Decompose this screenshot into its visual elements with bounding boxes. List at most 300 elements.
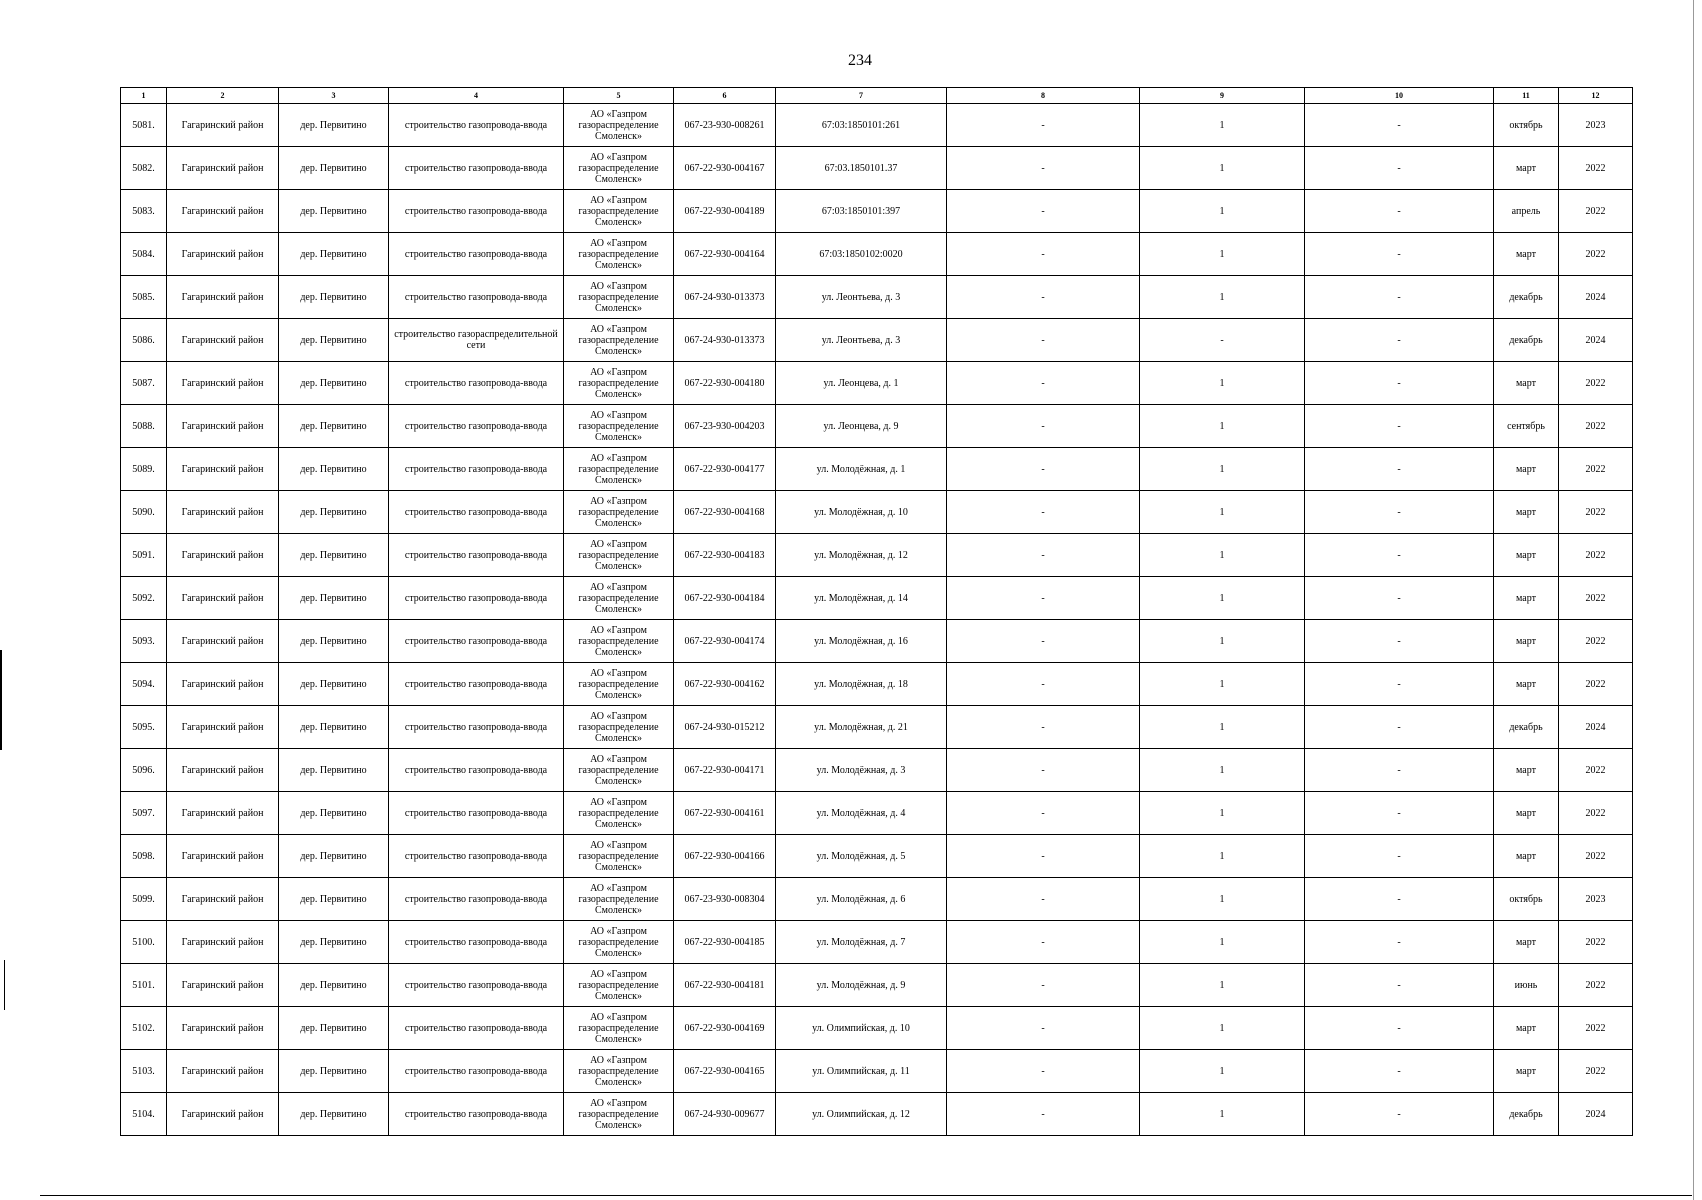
- column-10-cell: -: [1305, 1050, 1494, 1093]
- registration-code-cell: 067-24-930-013373: [674, 276, 776, 319]
- column-8-cell: -: [947, 319, 1140, 362]
- row-number-cell: 5085.: [121, 276, 167, 319]
- address-cell: ул. Молодёжная, д. 10: [776, 491, 947, 534]
- column-9-cell: -: [1140, 319, 1305, 362]
- table-row: [121, 749, 1633, 792]
- table-row: [121, 1093, 1633, 1136]
- month-cell: март: [1494, 1050, 1559, 1093]
- table-row: [121, 190, 1633, 233]
- month-cell: март: [1494, 835, 1559, 878]
- operator-cell: АО «Газпром газораспределение Смоленск»: [564, 147, 674, 190]
- address-cell: ул. Молодёжная, д. 9: [776, 964, 947, 1007]
- column-10-cell: -: [1305, 964, 1494, 1007]
- row-number-cell: 5092.: [121, 577, 167, 620]
- column-8-cell: -: [947, 1093, 1140, 1136]
- column-header: 1: [121, 88, 167, 104]
- work-type-cell: строительство газопровода-ввода: [389, 147, 564, 190]
- registration-code-cell: 067-22-930-004189: [674, 190, 776, 233]
- district-cell: Гагаринский район: [167, 534, 279, 577]
- column-header: 3: [279, 88, 389, 104]
- column-10-cell: -: [1305, 190, 1494, 233]
- column-9-cell: 1: [1140, 534, 1305, 577]
- column-8-cell: -: [947, 276, 1140, 319]
- work-type-cell: строительство газопровода-ввода: [389, 792, 564, 835]
- operator-cell: АО «Газпром газораспределение Смоленск»: [564, 276, 674, 319]
- settlement-cell: дер. Первитино: [279, 190, 389, 233]
- table-row: [121, 534, 1633, 577]
- work-type-cell: строительство газопровода-ввода: [389, 1093, 564, 1136]
- year-cell: 2022: [1559, 147, 1633, 190]
- column-8-cell: -: [947, 1050, 1140, 1093]
- settlement-cell: дер. Первитино: [279, 405, 389, 448]
- registration-code-cell: 067-22-930-004169: [674, 1007, 776, 1050]
- settlement-cell: дер. Первитино: [279, 663, 389, 706]
- row-number-cell: 5081.: [121, 104, 167, 147]
- registration-code-cell: 067-22-930-004167: [674, 147, 776, 190]
- work-type-cell: строительство газопровода-ввода: [389, 276, 564, 319]
- column-8-cell: -: [947, 233, 1140, 276]
- year-cell: 2022: [1559, 190, 1633, 233]
- work-type-cell: строительство газопровода-ввода: [389, 878, 564, 921]
- work-type-cell: строительство газопровода-ввода: [389, 1007, 564, 1050]
- work-type-cell: строительство газопровода-ввода: [389, 190, 564, 233]
- row-number-cell: 5097.: [121, 792, 167, 835]
- table-row: [121, 1050, 1633, 1093]
- registration-code-cell: 067-22-930-004166: [674, 835, 776, 878]
- year-cell: 2024: [1559, 706, 1633, 749]
- month-cell: март: [1494, 491, 1559, 534]
- row-number-cell: 5101.: [121, 964, 167, 1007]
- district-cell: Гагаринский район: [167, 233, 279, 276]
- work-type-cell: строительство газопровода-ввода: [389, 104, 564, 147]
- work-type-cell: строительство газопровода-ввода: [389, 620, 564, 663]
- column-10-cell: -: [1305, 448, 1494, 491]
- district-cell: Гагаринский район: [167, 1007, 279, 1050]
- scan-mark: [4, 960, 7, 1010]
- address-cell: ул. Молодёжная, д. 18: [776, 663, 947, 706]
- year-cell: 2022: [1559, 448, 1633, 491]
- operator-cell: АО «Газпром газораспределение Смоленск»: [564, 706, 674, 749]
- operator-cell: АО «Газпром газораспределение Смоленск»: [564, 405, 674, 448]
- district-cell: Гагаринский район: [167, 921, 279, 964]
- column-10-cell: -: [1305, 577, 1494, 620]
- operator-cell: АО «Газпром газораспределение Смоленск»: [564, 663, 674, 706]
- row-number-cell: 5104.: [121, 1093, 167, 1136]
- operator-cell: АО «Газпром газораспределение Смоленск»: [564, 448, 674, 491]
- district-cell: Гагаринский район: [167, 663, 279, 706]
- column-9-cell: 1: [1140, 792, 1305, 835]
- settlement-cell: дер. Первитино: [279, 620, 389, 663]
- table-row: [121, 663, 1633, 706]
- column-8-cell: -: [947, 190, 1140, 233]
- operator-cell: АО «Газпром газораспределение Смоленск»: [564, 190, 674, 233]
- column-header: 2: [167, 88, 279, 104]
- table-row: [121, 1007, 1633, 1050]
- year-cell: 2022: [1559, 749, 1633, 792]
- row-number-cell: 5096.: [121, 749, 167, 792]
- column-10-cell: -: [1305, 491, 1494, 534]
- month-cell: март: [1494, 362, 1559, 405]
- row-number-cell: 5100.: [121, 921, 167, 964]
- table-row: [121, 921, 1633, 964]
- column-10-cell: -: [1305, 534, 1494, 577]
- year-cell: 2022: [1559, 1007, 1633, 1050]
- column-header: 12: [1559, 88, 1633, 104]
- table-row: [121, 362, 1633, 405]
- month-cell: сентябрь: [1494, 405, 1559, 448]
- table-row: [121, 405, 1633, 448]
- address-cell: ул. Молодёжная, д. 6: [776, 878, 947, 921]
- settlement-cell: дер. Первитино: [279, 491, 389, 534]
- column-8-cell: -: [947, 577, 1140, 620]
- operator-cell: АО «Газпром газораспределение Смоленск»: [564, 1007, 674, 1050]
- column-9-cell: 1: [1140, 104, 1305, 147]
- district-cell: Гагаринский район: [167, 1093, 279, 1136]
- column-9-cell: 1: [1140, 577, 1305, 620]
- district-cell: Гагаринский район: [167, 319, 279, 362]
- operator-cell: АО «Газпром газораспределение Смоленск»: [564, 921, 674, 964]
- registration-code-cell: 067-22-930-004183: [674, 534, 776, 577]
- address-cell: ул. Молодёжная, д. 16: [776, 620, 947, 663]
- settlement-cell: дер. Первитино: [279, 964, 389, 1007]
- column-8-cell: -: [947, 749, 1140, 792]
- month-cell: март: [1494, 921, 1559, 964]
- operator-cell: АО «Газпром газораспределение Смоленск»: [564, 577, 674, 620]
- registration-code-cell: 067-23-930-008304: [674, 878, 776, 921]
- address-cell: ул. Молодёжная, д. 14: [776, 577, 947, 620]
- settlement-cell: дер. Первитино: [279, 835, 389, 878]
- work-type-cell: строительство газопровода-ввода: [389, 663, 564, 706]
- district-cell: Гагаринский район: [167, 362, 279, 405]
- row-number-cell: 5103.: [121, 1050, 167, 1093]
- work-type-cell: строительство газопровода-ввода: [389, 491, 564, 534]
- year-cell: 2022: [1559, 491, 1633, 534]
- address-cell: ул. Молодёжная, д. 21: [776, 706, 947, 749]
- address-cell: 67:03.1850101.37: [776, 147, 947, 190]
- table-row: [121, 835, 1633, 878]
- settlement-cell: дер. Первитино: [279, 448, 389, 491]
- column-10-cell: -: [1305, 1093, 1494, 1136]
- column-8-cell: -: [947, 792, 1140, 835]
- month-cell: март: [1494, 147, 1559, 190]
- row-number-cell: 5089.: [121, 448, 167, 491]
- column-8-cell: -: [947, 706, 1140, 749]
- table-row: [121, 491, 1633, 534]
- column-8-cell: -: [947, 147, 1140, 190]
- operator-cell: АО «Газпром газораспределение Смоленск»: [564, 534, 674, 577]
- column-9-cell: 1: [1140, 964, 1305, 1007]
- operator-cell: АО «Газпром газораспределение Смоленск»: [564, 1050, 674, 1093]
- column-8-cell: -: [947, 448, 1140, 491]
- column-9-cell: 1: [1140, 878, 1305, 921]
- row-number-cell: 5091.: [121, 534, 167, 577]
- column-header: 6: [674, 88, 776, 104]
- settlement-cell: дер. Первитино: [279, 147, 389, 190]
- address-cell: ул. Леонтьева, д. 3: [776, 319, 947, 362]
- year-cell: 2024: [1559, 319, 1633, 362]
- month-cell: март: [1494, 448, 1559, 491]
- settlement-cell: дер. Первитино: [279, 319, 389, 362]
- address-cell: 67:03:1850101:261: [776, 104, 947, 147]
- settlement-cell: дер. Первитино: [279, 104, 389, 147]
- column-10-cell: -: [1305, 921, 1494, 964]
- year-cell: 2022: [1559, 362, 1633, 405]
- district-cell: Гагаринский район: [167, 620, 279, 663]
- table-row: [121, 620, 1633, 663]
- address-cell: ул. Молодёжная, д. 7: [776, 921, 947, 964]
- registration-code-cell: 067-22-930-004185: [674, 921, 776, 964]
- registration-code-cell: 067-22-930-004164: [674, 233, 776, 276]
- month-cell: март: [1494, 620, 1559, 663]
- work-type-cell: строительство газопровода-ввода: [389, 964, 564, 1007]
- column-9-cell: 1: [1140, 448, 1305, 491]
- address-cell: ул. Молодёжная, д. 1: [776, 448, 947, 491]
- registration-code-cell: 067-23-930-008261: [674, 104, 776, 147]
- work-type-cell: строительство газопровода-ввода: [389, 362, 564, 405]
- row-number-cell: 5095.: [121, 706, 167, 749]
- work-type-cell: строительство газопровода-ввода: [389, 706, 564, 749]
- column-header: 5: [564, 88, 674, 104]
- work-type-cell: строительство газопровода-ввода: [389, 233, 564, 276]
- column-8-cell: -: [947, 104, 1140, 147]
- year-cell: 2024: [1559, 276, 1633, 319]
- row-number-cell: 5087.: [121, 362, 167, 405]
- settlement-cell: дер. Первитино: [279, 749, 389, 792]
- registration-code-cell: 067-24-930-013373: [674, 319, 776, 362]
- address-cell: ул. Леонцева, д. 1: [776, 362, 947, 405]
- operator-cell: АО «Газпром газораспределение Смоленск»: [564, 362, 674, 405]
- column-9-cell: 1: [1140, 663, 1305, 706]
- month-cell: апрель: [1494, 190, 1559, 233]
- address-cell: ул. Молодёжная, д. 4: [776, 792, 947, 835]
- column-9-cell: 1: [1140, 706, 1305, 749]
- work-type-cell: строительство газопровода-ввода: [389, 405, 564, 448]
- year-cell: 2022: [1559, 1050, 1633, 1093]
- settlement-cell: дер. Первитино: [279, 792, 389, 835]
- column-10-cell: -: [1305, 878, 1494, 921]
- column-header: 4: [389, 88, 564, 104]
- district-cell: Гагаринский район: [167, 577, 279, 620]
- settlement-cell: дер. Первитино: [279, 921, 389, 964]
- column-9-cell: 1: [1140, 620, 1305, 663]
- district-cell: Гагаринский район: [167, 835, 279, 878]
- year-cell: 2022: [1559, 534, 1633, 577]
- operator-cell: АО «Газпром газораспределение Смоленск»: [564, 749, 674, 792]
- operator-cell: АО «Газпром газораспределение Смоленск»: [564, 104, 674, 147]
- column-10-cell: -: [1305, 1007, 1494, 1050]
- page-edge: [1691, 0, 1694, 1200]
- settlement-cell: дер. Первитино: [279, 577, 389, 620]
- column-8-cell: -: [947, 964, 1140, 1007]
- month-cell: октябрь: [1494, 878, 1559, 921]
- address-cell: ул. Леонтьева, д. 3: [776, 276, 947, 319]
- column-10-cell: -: [1305, 104, 1494, 147]
- year-cell: 2023: [1559, 878, 1633, 921]
- registration-code-cell: 067-22-930-004180: [674, 362, 776, 405]
- district-cell: Гагаринский район: [167, 276, 279, 319]
- row-number-cell: 5099.: [121, 878, 167, 921]
- year-cell: 2024: [1559, 1093, 1633, 1136]
- settlement-cell: дер. Первитино: [279, 1093, 389, 1136]
- address-cell: ул. Олимпийская, д. 12: [776, 1093, 947, 1136]
- year-cell: 2023: [1559, 104, 1633, 147]
- column-header: 9: [1140, 88, 1305, 104]
- work-type-cell: строительство газопровода-ввода: [389, 749, 564, 792]
- settlement-cell: дер. Первитино: [279, 1050, 389, 1093]
- column-10-cell: -: [1305, 233, 1494, 276]
- row-number-cell: 5098.: [121, 835, 167, 878]
- column-8-cell: -: [947, 878, 1140, 921]
- column-8-cell: -: [947, 491, 1140, 534]
- work-type-cell: строительство газопровода-ввода: [389, 448, 564, 491]
- district-cell: Гагаринский район: [167, 749, 279, 792]
- year-cell: 2022: [1559, 405, 1633, 448]
- district-cell: Гагаринский район: [167, 147, 279, 190]
- table-row: [121, 319, 1633, 362]
- column-9-cell: 1: [1140, 491, 1305, 534]
- row-number-cell: 5094.: [121, 663, 167, 706]
- column-10-cell: -: [1305, 749, 1494, 792]
- footer-rule: [40, 1195, 1692, 1196]
- month-cell: март: [1494, 1007, 1559, 1050]
- month-cell: декабрь: [1494, 276, 1559, 319]
- registration-code-cell: 067-24-930-009677: [674, 1093, 776, 1136]
- column-8-cell: -: [947, 1007, 1140, 1050]
- month-cell: декабрь: [1494, 706, 1559, 749]
- operator-cell: АО «Газпром газораспределение Смоленск»: [564, 835, 674, 878]
- year-cell: 2022: [1559, 577, 1633, 620]
- district-cell: Гагаринский район: [167, 104, 279, 147]
- settlement-cell: дер. Первитино: [279, 276, 389, 319]
- year-cell: 2022: [1559, 964, 1633, 1007]
- table-row: [121, 448, 1633, 491]
- month-cell: март: [1494, 534, 1559, 577]
- column-9-cell: 1: [1140, 362, 1305, 405]
- address-cell: ул. Молодёжная, д. 12: [776, 534, 947, 577]
- page-number: 234: [848, 52, 872, 69]
- registration-code-cell: 067-22-930-004184: [674, 577, 776, 620]
- month-cell: март: [1494, 749, 1559, 792]
- settlement-cell: дер. Первитино: [279, 362, 389, 405]
- work-type-cell: строительство газопровода-ввода: [389, 1050, 564, 1093]
- registration-code-cell: 067-22-930-004181: [674, 964, 776, 1007]
- year-cell: 2022: [1559, 620, 1633, 663]
- registration-code-cell: 067-24-930-015212: [674, 706, 776, 749]
- row-number-cell: 5084.: [121, 233, 167, 276]
- year-cell: 2022: [1559, 233, 1633, 276]
- column-8-cell: -: [947, 362, 1140, 405]
- district-cell: Гагаринский район: [167, 706, 279, 749]
- row-number-cell: 5082.: [121, 147, 167, 190]
- column-9-cell: 1: [1140, 1093, 1305, 1136]
- year-cell: 2022: [1559, 921, 1633, 964]
- month-cell: октябрь: [1494, 104, 1559, 147]
- column-9-cell: 1: [1140, 233, 1305, 276]
- month-cell: июнь: [1494, 964, 1559, 1007]
- operator-cell: АО «Газпром газораспределение Смоленск»: [564, 964, 674, 1007]
- year-cell: 2022: [1559, 792, 1633, 835]
- row-number-cell: 5093.: [121, 620, 167, 663]
- table-row: [121, 104, 1633, 147]
- operator-cell: АО «Газпром газораспределение Смоленск»: [564, 620, 674, 663]
- registration-code-cell: 067-22-930-004168: [674, 491, 776, 534]
- column-10-cell: -: [1305, 706, 1494, 749]
- district-cell: Гагаринский район: [167, 878, 279, 921]
- column-9-cell: 1: [1140, 835, 1305, 878]
- column-10-cell: -: [1305, 620, 1494, 663]
- address-cell: ул. Молодёжная, д. 3: [776, 749, 947, 792]
- operator-cell: АО «Газпром газораспределение Смоленск»: [564, 878, 674, 921]
- column-header: 11: [1494, 88, 1559, 104]
- address-cell: 67:03:1850102:0020: [776, 233, 947, 276]
- district-cell: Гагаринский район: [167, 405, 279, 448]
- table-body: [121, 104, 1633, 1136]
- operator-cell: АО «Газпром газораспределение Смоленск»: [564, 792, 674, 835]
- address-cell: ул. Леонцева, д. 9: [776, 405, 947, 448]
- settlement-cell: дер. Первитино: [279, 1007, 389, 1050]
- address-cell: ул. Олимпийская, д. 10: [776, 1007, 947, 1050]
- column-number-header-row: [121, 88, 1633, 104]
- district-cell: Гагаринский район: [167, 792, 279, 835]
- row-number-cell: 5086.: [121, 319, 167, 362]
- table-row: [121, 147, 1633, 190]
- district-cell: Гагаринский район: [167, 491, 279, 534]
- column-10-cell: -: [1305, 276, 1494, 319]
- registration-code-cell: 067-22-930-004174: [674, 620, 776, 663]
- operator-cell: АО «Газпром газораспределение Смоленск»: [564, 491, 674, 534]
- column-10-cell: -: [1305, 147, 1494, 190]
- table-row: [121, 276, 1633, 319]
- row-number-cell: 5088.: [121, 405, 167, 448]
- column-9-cell: 1: [1140, 921, 1305, 964]
- registration-code-cell: 067-22-930-004161: [674, 792, 776, 835]
- work-type-cell: строительство газопровода-ввода: [389, 835, 564, 878]
- column-9-cell: 1: [1140, 405, 1305, 448]
- operator-cell: АО «Газпром газораспределение Смоленск»: [564, 1093, 674, 1136]
- column-9-cell: 1: [1140, 276, 1305, 319]
- operator-cell: АО «Газпром газораспределение Смоленск»: [564, 233, 674, 276]
- row-number-cell: 5083.: [121, 190, 167, 233]
- district-cell: Гагаринский район: [167, 1050, 279, 1093]
- column-9-cell: 1: [1140, 147, 1305, 190]
- column-8-cell: -: [947, 534, 1140, 577]
- district-cell: Гагаринский район: [167, 190, 279, 233]
- work-type-cell: строительство газопровода-ввода: [389, 534, 564, 577]
- month-cell: март: [1494, 663, 1559, 706]
- column-10-cell: -: [1305, 319, 1494, 362]
- column-8-cell: -: [947, 835, 1140, 878]
- registration-code-cell: 067-22-930-004162: [674, 663, 776, 706]
- column-10-cell: -: [1305, 405, 1494, 448]
- table-row: [121, 878, 1633, 921]
- row-number-cell: 5090.: [121, 491, 167, 534]
- work-type-cell: строительство газораспределительной сети: [389, 319, 564, 362]
- address-cell: ул. Молодёжная, д. 5: [776, 835, 947, 878]
- scan-mark: [0, 650, 5, 750]
- registration-code-cell: 067-22-930-004177: [674, 448, 776, 491]
- address-cell: ул. Олимпийская, д. 11: [776, 1050, 947, 1093]
- operator-cell: АО «Газпром газораспределение Смоленск»: [564, 319, 674, 362]
- column-header: 10: [1305, 88, 1494, 104]
- year-cell: 2022: [1559, 663, 1633, 706]
- column-10-cell: -: [1305, 663, 1494, 706]
- table-row: [121, 577, 1633, 620]
- settlement-cell: дер. Первитино: [279, 534, 389, 577]
- settlement-cell: дер. Первитино: [279, 878, 389, 921]
- column-9-cell: 1: [1140, 749, 1305, 792]
- column-8-cell: -: [947, 921, 1140, 964]
- month-cell: март: [1494, 233, 1559, 276]
